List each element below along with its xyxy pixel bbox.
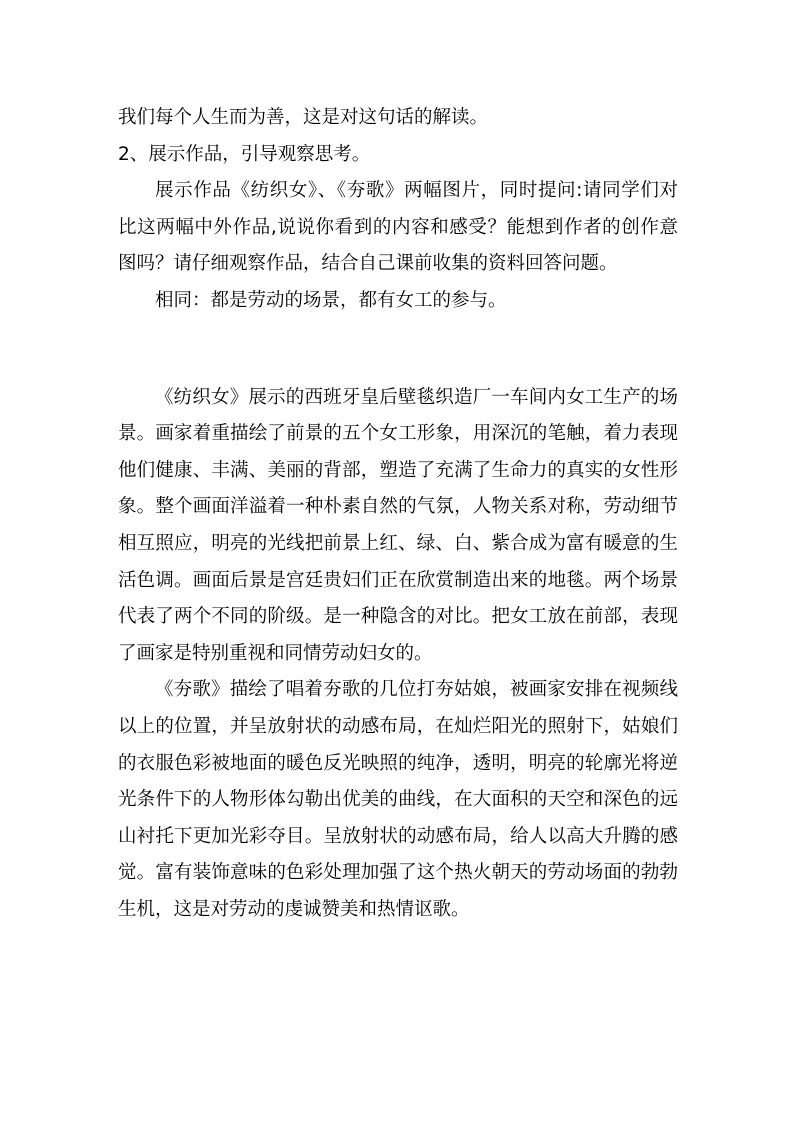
section-heading: 2、展示作品，引导观察思考。 <box>118 143 371 165</box>
document-page <box>118 100 678 928</box>
paragraph-similarity: 相同：都是劳动的场景，都有女工的参与。 <box>155 289 507 311</box>
paragraph-hangge-analysis: 《夯歌》描绘了唱着夯歌的几位打夯姑娘，被画家安排在视频线以上的位置，并呈放射状的动感布局，在灿烂阳光的照射下，姑娘们的衣服色彩被地面的暖色反光映照的纯净，透明，明亮的轮廓光将逆光条件下的人物形体勾勒出优美的曲线，在大面积的天空和深色的远山衬托下更加光彩夺目。呈放射状的动感布局，给人以高大升腾的感觉。富有装饰意味的色彩处理加强了这个热火朝天的劳动场面的勃勃生机，这是对劳动的虔诚赞美和热情讴歌。 <box>118 679 678 920</box>
paragraph-task: 展示作品《纺织女》、《夯歌》两幅图片，同时提问:请同学们对比这两幅中外作品,说说你看到的内容和感受？能想到作者的创作意图吗？请仔细观察作品，结合自己课前收集的资料回答问题。 <box>118 180 678 275</box>
paragraph-conclusion: 我们每个人生而为善，这是对这句话的解读。 <box>118 107 489 128</box>
paragraph-gap <box>118 320 678 380</box>
paragraph-weaver-analysis: 《纺织女》展示的西班牙皇后壁毯织造厂一车间内女工生产的场景。画家着重描绘了前景的五个女工形象，用深沉的笔触，着力表现他们健康、丰满、美丽的背部，塑造了充满了生命力的真实的女性形象。整个画面洋溢着一种朴素自然的气氛，人物关系对称，劳动细节相互照应，明亮的光线把前景上红、绿、白、紫合成为富有暖意的生活色调。画面后景是宫廷贵妇们正在欣赏制造出来的地毯。两个场景代表了两个不同的阶级。是一种隐含的对比。把女工放在前部，表现了画家是特别重视和同情劳动妇女的。 <box>118 386 678 664</box>
